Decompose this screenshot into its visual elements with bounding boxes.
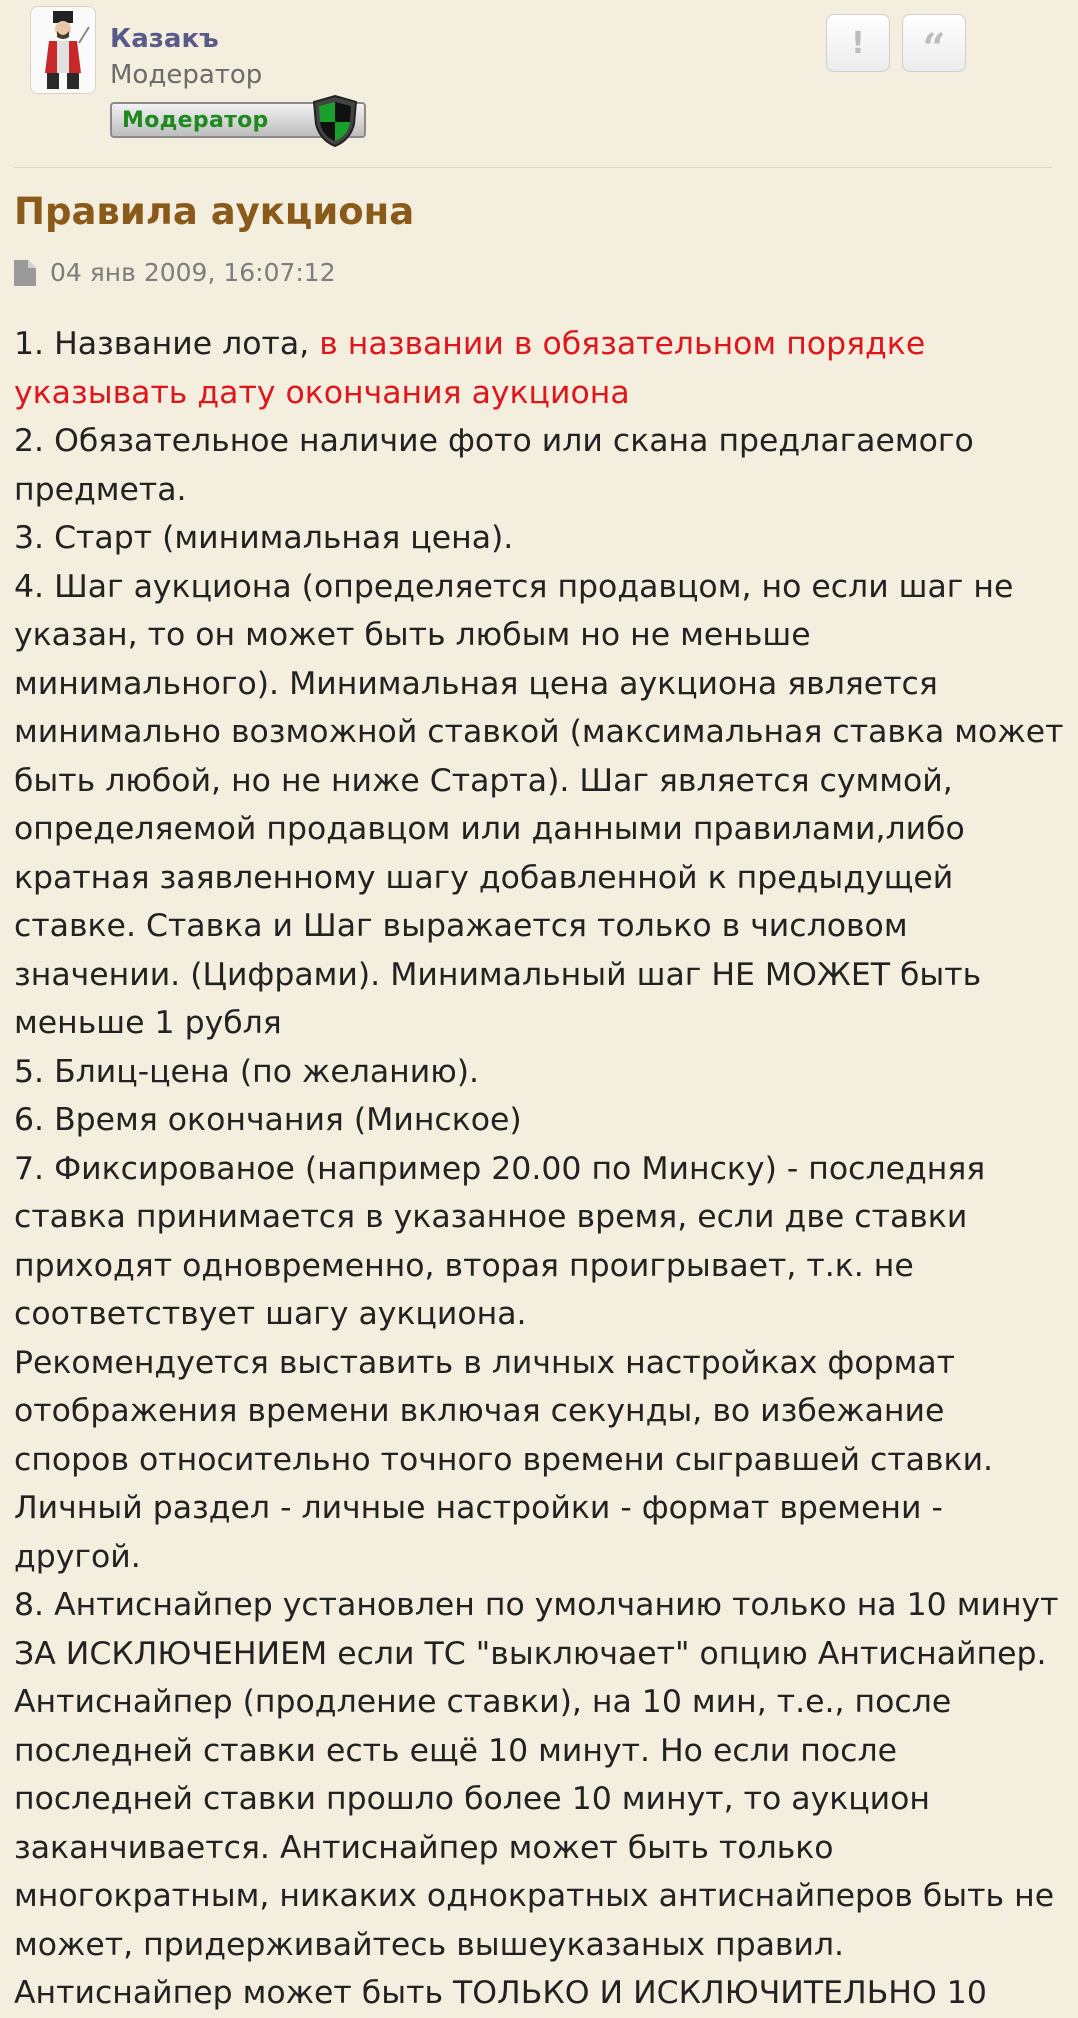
shield-icon [310, 94, 360, 148]
rule-2: 2. Обязательное наличие фото или скана предлагаемого предмета. [14, 423, 974, 508]
post-date: 04 янв 2009, 16:07:12 [50, 258, 336, 287]
post-body [14, 320, 1066, 2018]
post-title: Правила аукциона [14, 190, 415, 233]
username[interactable]: Казакъ [110, 24, 219, 54]
quote-icon: “ [922, 25, 946, 72]
rule-4: 4. Шаг аукциона (определяется продавцом, но если шаг не указан, то он может быть любым но не меньше минимального). Минимальная цена аукциона является минимально возможной ставкой (максимальная ставка может быть любой, но не ниже Старта). Шаг является суммой, определяемой продавцом или данными правилами,либо кратная заявленному шагу добавленной к предыдущей ставке. Ставка и Шаг выражается только в числовом значении. (Цифрами). Минимальный шаг НЕ МОЖЕТ быть меньше 1 рубля [14, 568, 1064, 1041]
user-title: Модератор [110, 60, 263, 90]
post-meta [14, 258, 336, 287]
rank-badge [108, 94, 368, 146]
rule-recommendation: Рекомендуется выставить в личных настройках формат отображения времени включая секунды, во избежание споров относительно точного времени сыгравшей ставки. Личный раздел - личные настройки - формат времени - другой. [14, 1344, 994, 1575]
quote-button[interactable] [902, 14, 966, 72]
rule-6: 6. Время окончания (Минское) [14, 1102, 522, 1138]
rule-1 [14, 320, 1066, 417]
rule-1-prefix: 1. Название лота, [14, 326, 320, 362]
rank-label: Модератор [122, 108, 269, 133]
rule-7: 7. Фиксированое (например 20.00 по Минску) - последняя ставка принимается в указанное время, если две ставки приходят одновременно, вторая проигрывает, т.к. не соответствует шагу аукциона. [14, 1150, 986, 1332]
avatar[interactable] [30, 6, 96, 94]
rule-8: 8. Антиснайпер установлен по умолчанию только на 10 минут ЗА ИСКЛЮЧЕНИЕМ если ТС "выключает" опцию Антиснайпер. Антиснайпер (продление ставки), на 10 мин, т.е., после последней ставки есть ещё 10 минут. Но если после последней ставки прошло более 10 минут, то аукцион заканчивается. Антиснайпер может быть только многократным, никаких однократных антиснайперов быть не может, придерживайтесь вышеуказаных правил. Антиснайпер может быть ТОЛЬКО И ИСКЛЮЧИТЕЛЬНО 10 [14, 1587, 1059, 2011]
document-icon [14, 260, 36, 286]
post-header [0, 0, 1078, 168]
exclamation-icon: ! [851, 25, 865, 61]
rule-1-highlight: в названии в обязательном порядке указывать дату окончания аукциона [14, 326, 926, 411]
rule-5: 5. Блиц-цена (по желанию). [14, 1053, 480, 1090]
header-divider [14, 167, 1052, 168]
rule-3: 3. Старт (минимальная цена). [14, 520, 514, 556]
report-button[interactable] [826, 14, 890, 72]
cossack-avatar-icon [31, 7, 95, 93]
